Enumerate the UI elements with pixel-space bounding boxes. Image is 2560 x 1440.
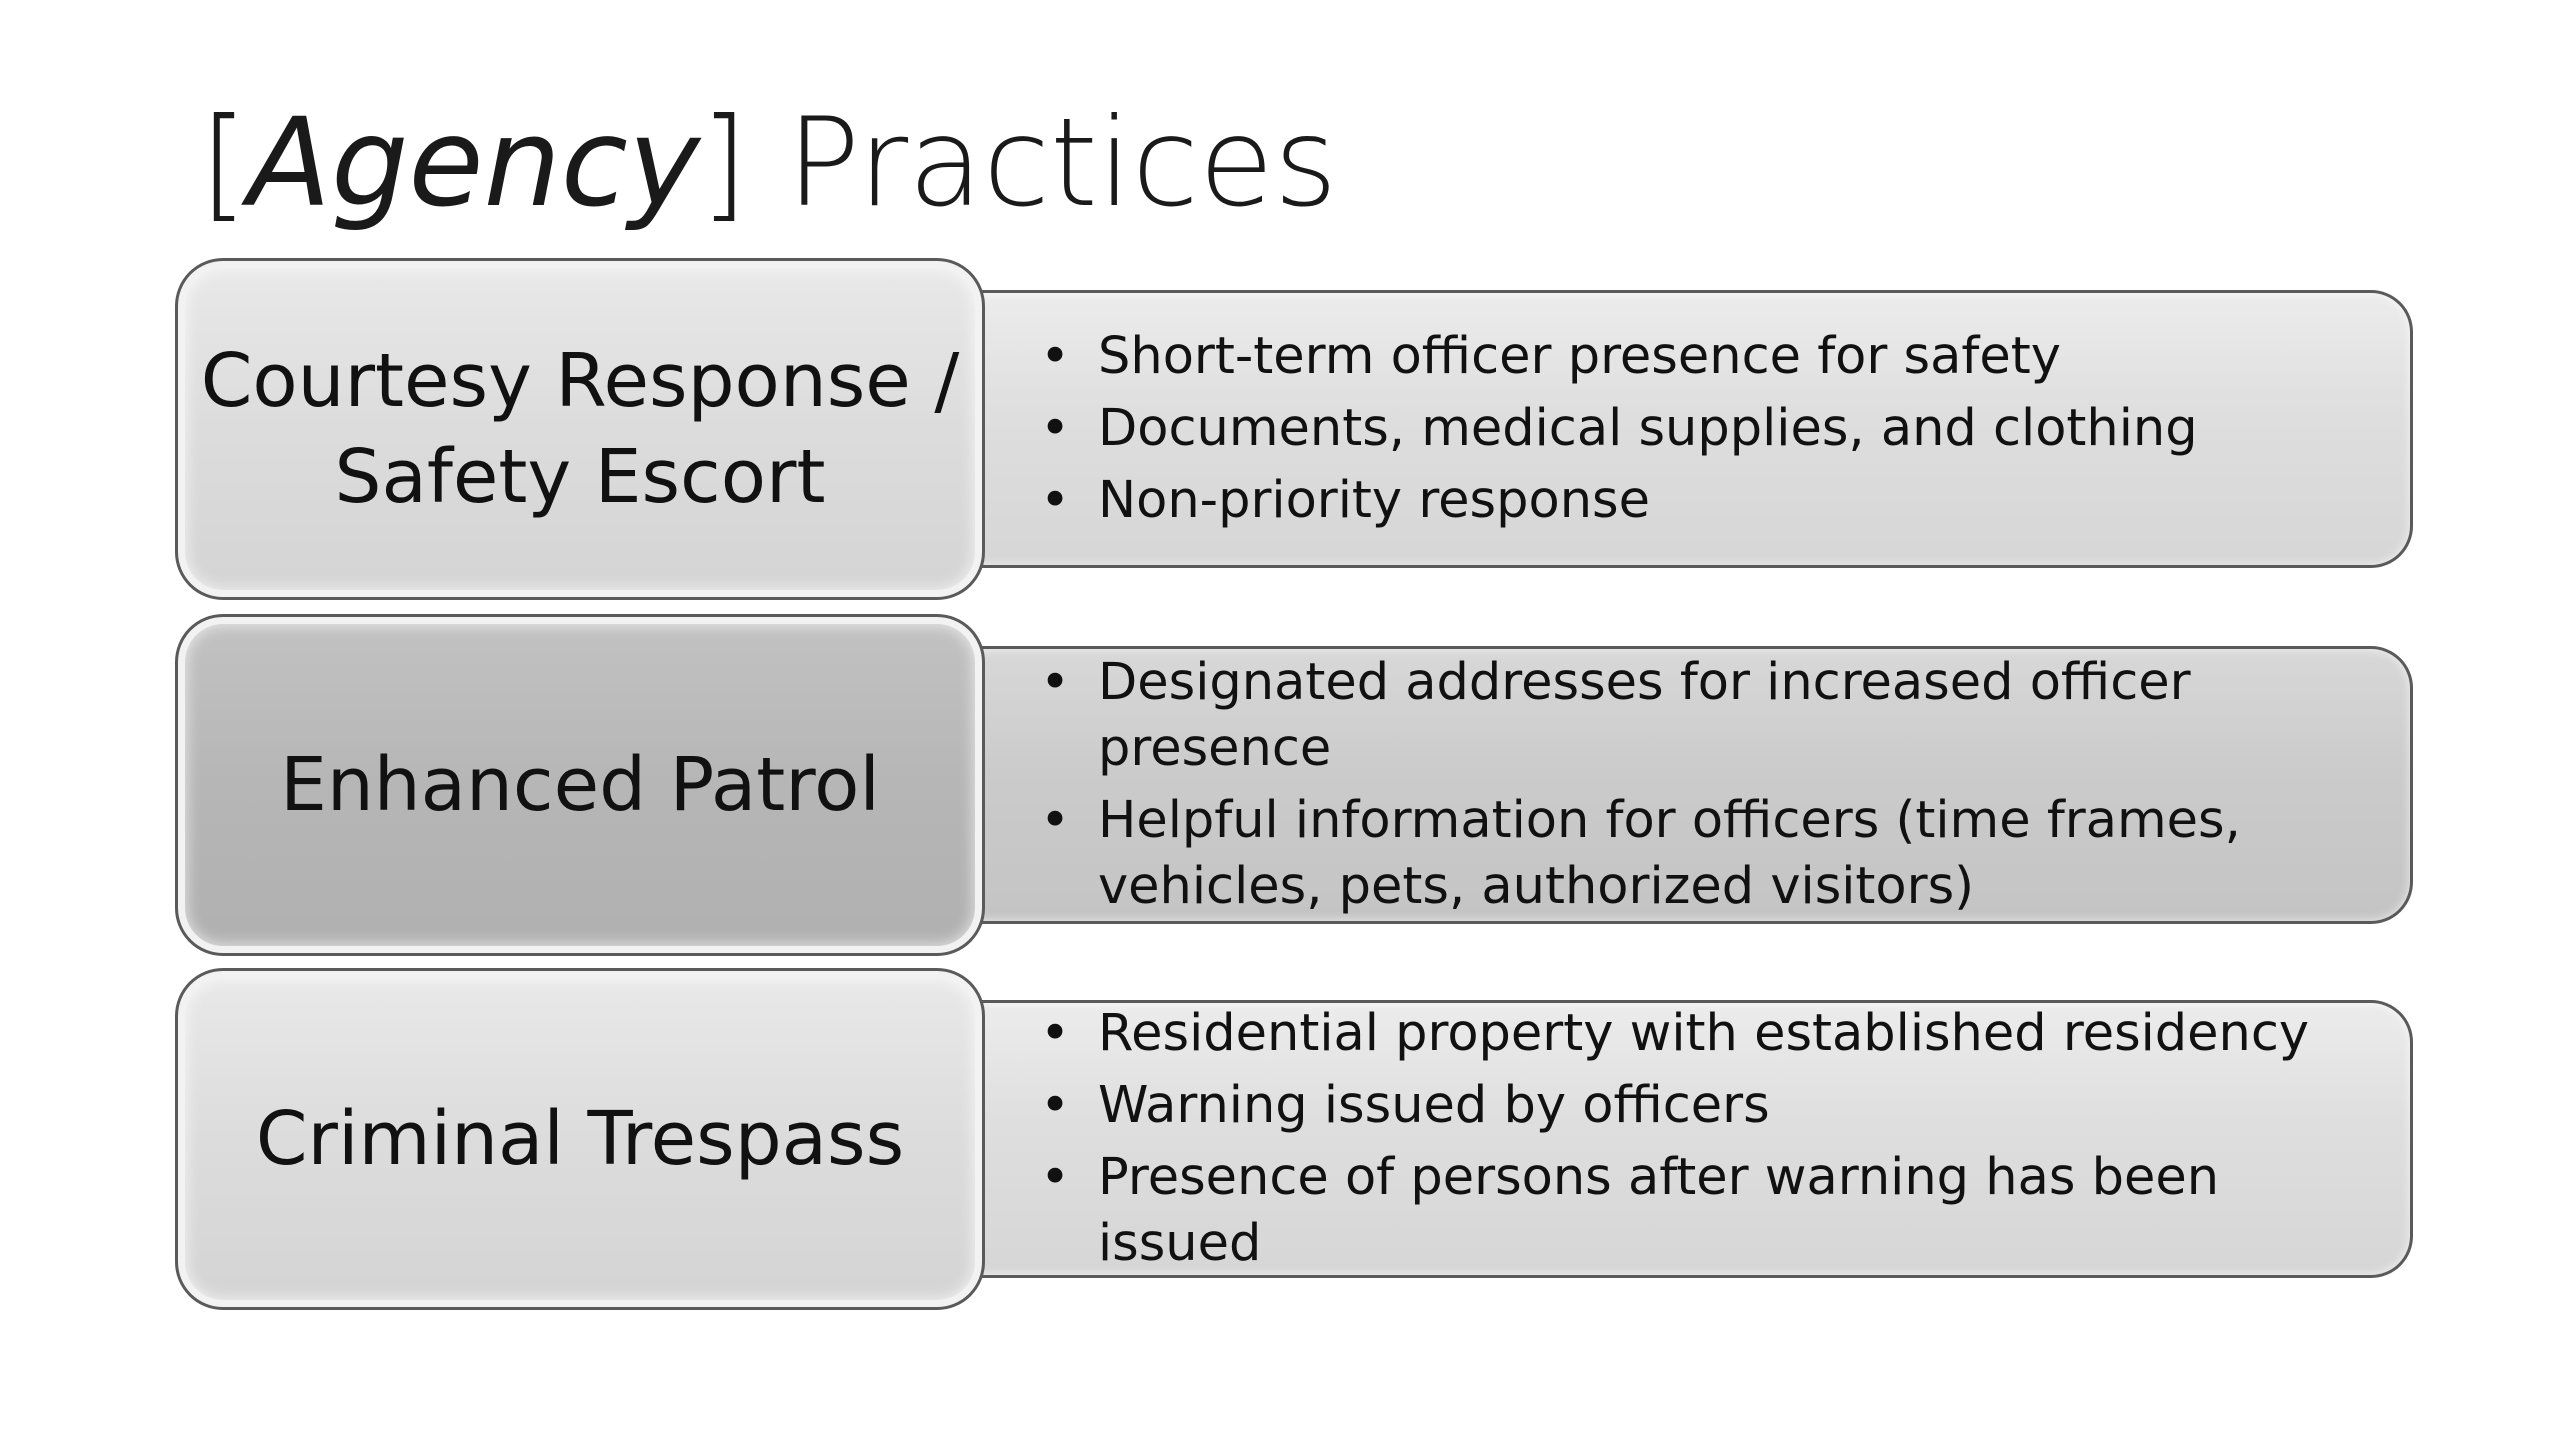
practice-category-line: Enhanced Patrol [280,742,880,828]
practice-row-criminal-trespass [175,968,2415,1310]
practice-detail-item: • Presence of persons after warning has been issued [1012,1145,2324,1277]
practice-category-line: Courtesy Response / [200,338,960,424]
practice-category-box [175,968,985,1310]
practice-row-courtesy-response [175,258,2415,600]
practice-category-label [260,737,900,833]
title-agency-placeholder: Agency [247,92,701,234]
practice-details-list [1098,644,2410,926]
practice-details-box [935,646,2413,924]
practice-category-box-selected [175,614,985,956]
title-practices: ] Practices [700,92,1338,234]
practice-category-box [175,258,985,600]
practice-detail-item: • Warning issued by officers [1012,1073,2324,1139]
practice-details-list [1098,995,2410,1283]
practice-category-label [181,333,980,525]
practice-category-line: Safety Escort [334,434,826,520]
practice-detail-item: • Non-priority response [1012,468,2324,534]
practice-details-list [1098,318,2410,540]
practice-detail-item: • Designated addresses for increased officer presence [1012,650,2324,782]
practice-details-box [935,1000,2413,1278]
practice-details-box [935,290,2413,568]
practice-detail-item: • Helpful information for officers (time frames, vehicles, pets, authorized visitors) [1012,788,2324,920]
practice-row-enhanced-patrol [175,614,2415,956]
practice-detail-item: • Residential property with established residency [1012,1001,2324,1067]
practice-category-line: Criminal Trespass [255,1096,905,1182]
title-bracket-open: [ [200,92,248,234]
practice-detail-item: • Documents, medical supplies, and clothing [1012,396,2324,462]
practice-detail-item: • Short-term officer presence for safety [1012,324,2324,390]
slide-title [200,88,1337,238]
practice-category-label [236,1091,924,1187]
